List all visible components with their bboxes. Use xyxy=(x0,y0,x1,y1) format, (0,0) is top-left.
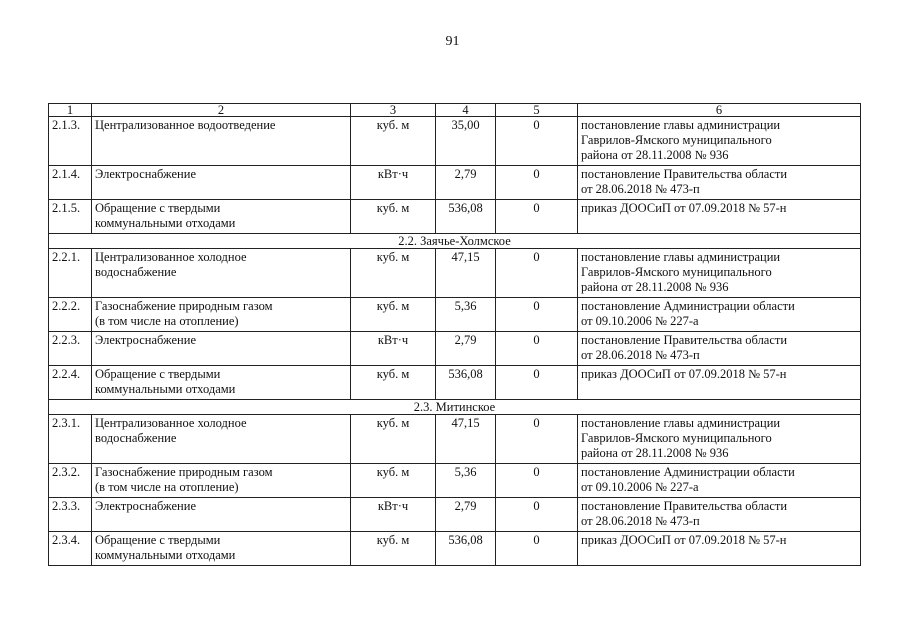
section-title: 2.3. Митинское xyxy=(49,400,861,415)
zero-value: 0 xyxy=(496,464,578,498)
table-row xyxy=(49,532,861,566)
unit-of-measure: куб. м xyxy=(351,415,436,464)
legal-document: приказ ДООСиП от 07.09.2018 № 57-н xyxy=(578,532,861,566)
zero-value: 0 xyxy=(496,366,578,400)
service-name: Обращение с твердыми коммунальными отходами xyxy=(92,366,351,400)
norm-value: 5,36 xyxy=(436,298,496,332)
row-number: 2.3.3. xyxy=(49,498,92,532)
unit-of-measure: кВт·ч xyxy=(351,332,436,366)
table-row xyxy=(49,332,861,366)
zero-value: 0 xyxy=(496,498,578,532)
zero-value: 0 xyxy=(496,532,578,566)
service-name: Газоснабжение природным газом (в том числе на отопление) xyxy=(92,464,351,498)
service-name: Газоснабжение природным газом (в том числе на отопление) xyxy=(92,298,351,332)
norm-value: 47,15 xyxy=(436,249,496,298)
row-number: 2.3.1. xyxy=(49,415,92,464)
section-title: 2.2. Заячье-Холмское xyxy=(49,234,861,249)
column-header-4: 4 xyxy=(436,104,496,117)
table-header-row xyxy=(49,104,861,117)
table-row xyxy=(49,249,861,298)
service-name: Централизованное холодное водоснабжение xyxy=(92,415,351,464)
table-row xyxy=(49,166,861,200)
row-number: 2.2.1. xyxy=(49,249,92,298)
service-name: Электроснабжение xyxy=(92,498,351,532)
unit-of-measure: куб. м xyxy=(351,464,436,498)
table-row xyxy=(49,200,861,234)
section-row xyxy=(49,400,861,415)
service-name: Электроснабжение xyxy=(92,166,351,200)
legal-document: постановление Правительства области от 28.06.2018 № 473-п xyxy=(578,498,861,532)
norm-value: 536,08 xyxy=(436,200,496,234)
norm-value: 2,79 xyxy=(436,332,496,366)
column-header-1: 1 xyxy=(49,104,92,117)
column-header-5: 5 xyxy=(496,104,578,117)
service-name: Централизованное водоотведение xyxy=(92,117,351,166)
row-number: 2.2.3. xyxy=(49,332,92,366)
row-number: 2.1.5. xyxy=(49,200,92,234)
table-body xyxy=(49,104,861,566)
legal-document: постановление главы администрации Гаврилов-Ямского муниципального района от 28.11.2008 № 936 xyxy=(578,117,861,166)
legal-document: постановление главы администрации Гаврилов-Ямского муниципального района от 28.11.2008 № 936 xyxy=(578,415,861,464)
unit-of-measure: куб. м xyxy=(351,117,436,166)
service-name: Обращение с твердыми коммунальными отходами xyxy=(92,200,351,234)
legal-document: постановление Правительства области от 28.06.2018 № 473-п xyxy=(578,166,861,200)
table-row xyxy=(49,464,861,498)
column-header-6: 6 xyxy=(578,104,861,117)
service-name: Электроснабжение xyxy=(92,332,351,366)
table-row xyxy=(49,415,861,464)
row-number: 2.2.4. xyxy=(49,366,92,400)
zero-value: 0 xyxy=(496,117,578,166)
norm-value: 47,15 xyxy=(436,415,496,464)
table-row xyxy=(49,366,861,400)
service-name: Централизованное холодное водоснабжение xyxy=(92,249,351,298)
legal-document: постановление Правительства области от 28.06.2018 № 473-п xyxy=(578,332,861,366)
unit-of-measure: кВт·ч xyxy=(351,166,436,200)
zero-value: 0 xyxy=(496,166,578,200)
zero-value: 0 xyxy=(496,200,578,234)
table-row xyxy=(49,117,861,166)
column-header-3: 3 xyxy=(351,104,436,117)
section-row xyxy=(49,234,861,249)
legal-document: постановление Администрации области от 09.10.2006 № 227-а xyxy=(578,464,861,498)
norm-value: 2,79 xyxy=(436,166,496,200)
unit-of-measure: куб. м xyxy=(351,249,436,298)
zero-value: 0 xyxy=(496,298,578,332)
norm-value: 35,00 xyxy=(436,117,496,166)
legal-document: приказ ДООСиП от 07.09.2018 № 57-н xyxy=(578,200,861,234)
row-number: 2.2.2. xyxy=(49,298,92,332)
row-number: 2.3.2. xyxy=(49,464,92,498)
page-number: 91 xyxy=(445,34,460,49)
norm-value: 2,79 xyxy=(436,498,496,532)
unit-of-measure: куб. м xyxy=(351,532,436,566)
legal-document: постановление главы администрации Гаврилов-Ямского муниципального района от 28.11.2008 № 936 xyxy=(578,249,861,298)
unit-of-measure: куб. м xyxy=(351,298,436,332)
legal-document: постановление Администрации области от 09.10.2006 № 227-а xyxy=(578,298,861,332)
unit-of-measure: кВт·ч xyxy=(351,498,436,532)
tariff-table xyxy=(48,103,861,566)
service-name: Обращение с твердыми коммунальными отходами xyxy=(92,532,351,566)
zero-value: 0 xyxy=(496,249,578,298)
unit-of-measure: куб. м xyxy=(351,200,436,234)
row-number: 2.1.3. xyxy=(49,117,92,166)
table-row xyxy=(49,298,861,332)
legal-document: приказ ДООСиП от 07.09.2018 № 57-н xyxy=(578,366,861,400)
zero-value: 0 xyxy=(496,415,578,464)
row-number: 2.3.4. xyxy=(49,532,92,566)
zero-value: 0 xyxy=(496,332,578,366)
table-row xyxy=(49,498,861,532)
norm-value: 536,08 xyxy=(436,532,496,566)
norm-value: 536,08 xyxy=(436,366,496,400)
norm-value: 5,36 xyxy=(436,464,496,498)
unit-of-measure: куб. м xyxy=(351,366,436,400)
row-number: 2.1.4. xyxy=(49,166,92,200)
column-header-2: 2 xyxy=(92,104,351,117)
